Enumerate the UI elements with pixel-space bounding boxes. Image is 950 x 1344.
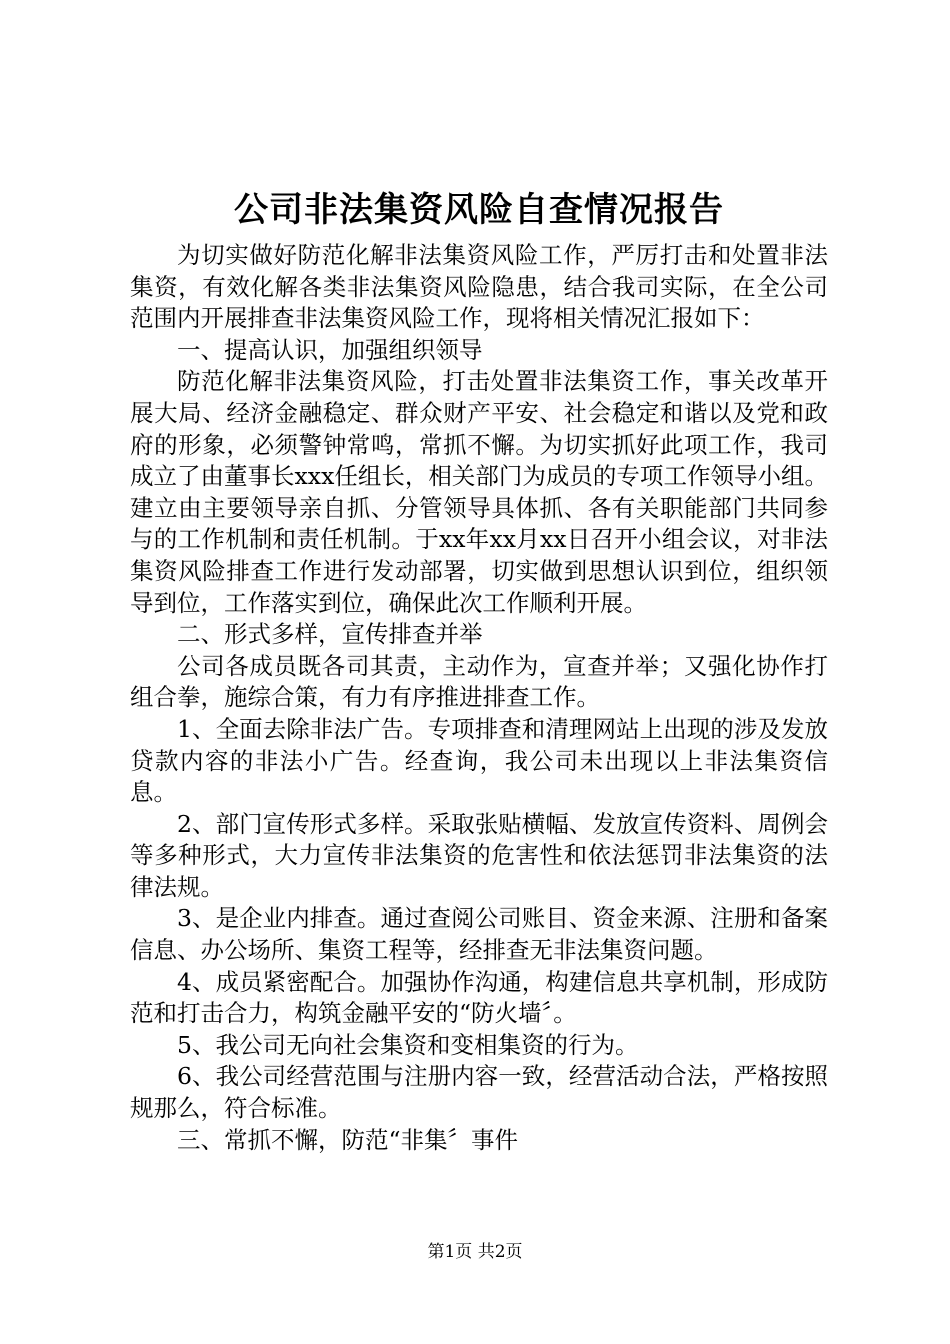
list-item-3: 3、是企业内排查。通过查阅公司账目、资金来源、注册和备案信息、办公场所、集资工程等，经排查无非法集资问题。 xyxy=(130,904,828,965)
list-item-6: 6、我公司经营范围与注册内容一致，经营活动合法，严格按照规那么，符合标准。 xyxy=(130,1062,828,1123)
list-item-2: 2、部门宣传形式多样。采取张贴横幅、发放宣传资料、周例会等多种形式，大力宣传非法集资的危害性和依法惩罚非法集资的法律法规。 xyxy=(130,809,828,901)
document-title: 公司非法集资风险自查情况报告 xyxy=(234,190,724,230)
section-heading-2: 二、形式多样，宣传排查并举 xyxy=(177,620,483,649)
list-item-4: 4、成员紧密配合。加强协作沟通，构建信息共享机制，形成防范和打击合力，构筑金融平安的“防火墙〞。 xyxy=(130,967,828,1028)
paragraph-intro: 为切实做好防范化解非法集资风险工作，严厉打击和处置非法集资，有效化解各类非法集资风险隐患，结合我司实际，在全公司范围内开展排查非法集资风险工作，现将相关情况汇报如下： xyxy=(130,241,828,333)
section-heading-1: 一、提高认识，加强组织领导 xyxy=(177,335,483,364)
section-heading-3: 三、常抓不懈，防范“非集〞事件 xyxy=(177,1125,519,1154)
document-body xyxy=(130,240,828,1156)
list-item-5: 5、我公司无向社会集资和变相集资的行为。 xyxy=(177,1030,639,1059)
paragraph-section-1: 防范化解非法集资风险，打击处置非法集资工作，事关改革开展大局、经济金融稳定、群众财产平安、社会稳定和谐以及党和政府的形象，必须警钟常鸣，常抓不懈。为切实抓好此项工作，我司成立了由董事长xxx任组长，相关部门为成员的专项工作领导小组。建立由主要领导亲自抓、分管领导具体抓、各有关职能部门共同参与的工作机制和责任机制。于xx年xx月xx日召开小组会议，对非法集资风险排查工作进行发动部署，切实做到思想认识到位，组织领导到位，工作落实到位，确保此次工作顺利开展。 xyxy=(130,367,828,617)
paragraph-section-2: 公司各成员既各司其责，主动作为，宣查并举；又强化协作打组合拳，施综合策，有力有序推进排查工作。 xyxy=(130,651,828,712)
page-number-footer: 第1页 共2页 xyxy=(427,1242,523,1262)
list-item-1: 1、全面去除非法广告。专项排查和清理网站上出现的涉及发放贷款内容的非法小广告。经查询，我公司未出现以上非法集资信息。 xyxy=(130,714,828,807)
